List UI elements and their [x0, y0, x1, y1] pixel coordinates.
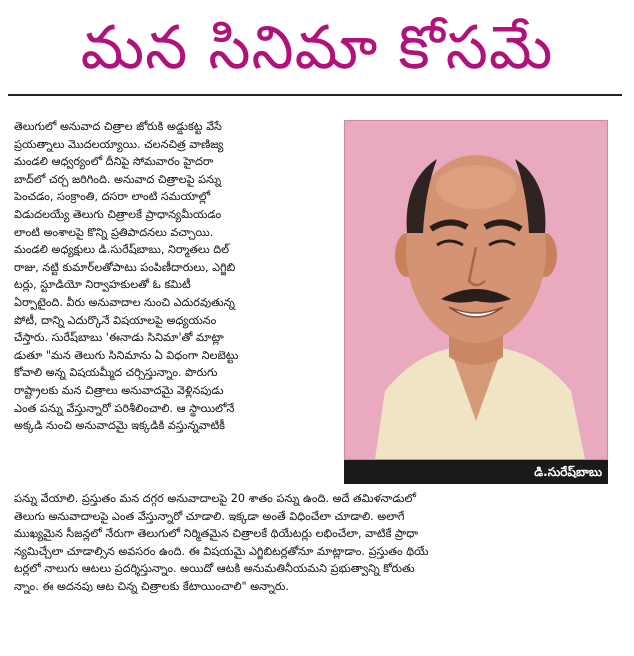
- article-line: టర్లు, స్టూడియో నిర్వాహకులతో ఓ కమిటీ: [14, 278, 191, 292]
- article-line: పోటీ, దాన్ని ఎదుర్కొనే విషయాలపై అధ్యయనం: [14, 313, 217, 327]
- article-line: బాద్‌లో చర్చ జరిగింది. అనువాద చిత్రాలపై పన్ను: [14, 172, 222, 186]
- article-line: మండలి ఆధ్వర్యంలో దీనిపై సోమవారం హైదరా: [14, 155, 214, 169]
- headline: మన సినిమా కోసమే: [80, 13, 554, 83]
- article-line: చేస్తారు. సురేష్‌బాబు 'ఈనాడు సినిమా'తో మాట్లా: [14, 331, 224, 345]
- article-line: డుతూ "మన తెలుగు సినిమాను ఏ విధంగా నిలబెట్టు: [14, 348, 239, 362]
- portrait-photo: [344, 120, 608, 460]
- article-line: ఏర్పాటైంది. వీరు అనువాదాల నుంచి ఎదురవుతున్న: [14, 295, 235, 309]
- portrait-illustration: [345, 121, 607, 459]
- article-line: మండలి అధ్యక్షులు డి.సురేష్‌బాబు, నిర్మాతలు దిల్: [14, 243, 230, 257]
- article-line: లాంటి అంశాలపై కొన్ని ప్రతిపాదనలు వచ్చాయి.: [14, 225, 214, 239]
- article-line: టర్లలో నాలుగు ఆటలు ప్రదర్శిస్తున్నాం. అయిదో ఆటకి అనుమతినీయమని ప్రభుత్వాన్ని కోరుతు: [14, 562, 415, 576]
- article-line: రాష్ట్రాలకు మన చిత్రాలు అనువాదమై వెళ్లినపుడు: [14, 383, 224, 397]
- article-line: అక్కడి నుంచి అనువాదమై ఇక్కడికి వస్తున్నవాటికీ: [14, 419, 225, 433]
- article-line: న్యమిచ్చేలా చూడాల్సిన అవసరం ఉంది. ఈ విషయమై ఎగ్జిబిటర్లతోనూ మాట్లాడాం. ప్రస్తుతం థియే: [14, 544, 429, 558]
- article-line: తెలుగులో అనువాద చిత్రాల జోరుకి అడ్డుకట్ట వేసే: [14, 120, 222, 133]
- article-line: రాజు, నట్టి కుమార్‌లతోపాటు పంపిణీదారులు, ఎగ్జిబి: [14, 260, 236, 274]
- article-line: ముఖ్యమైన సీజన్లలో నేరుగా తెలుగులో నిర్మితమైన చిత్రాలకే థియేటర్లు లభించేలా, వాటికే ప్రాధా: [14, 527, 419, 541]
- photo-caption: డి.సురేష్‌బాబు: [534, 465, 602, 479]
- caption-bar: [344, 460, 608, 484]
- article-line: విడుదలయ్యే తెలుగు చిత్రాలకే ప్రాధాన్యమీయడం: [14, 207, 222, 221]
- article-line: కోవాలి అన్న విషయమ్మీద చర్చిస్తున్నాం. పొరుగు: [14, 366, 218, 380]
- article-continuation: [14, 490, 614, 596]
- headline-divider: [8, 94, 622, 96]
- article-line: ప్రయత్నాలు మొదలయ్యాయి. చలనచిత్ర వాణిజ్య: [14, 137, 224, 151]
- article-line: ఎంత పన్ను వేస్తున్నారో పరిశీలించాలి. ఆ స్థాయిలోనే: [14, 401, 235, 415]
- article-line: పెంచడం, సంక్రాంతి, దసరా లాంటి సమయాల్లో: [14, 190, 211, 204]
- article-column: [14, 118, 346, 435]
- article-line: తెలుగు అనువాదాలపై ఎంత వేస్తున్నారో చూడాలి. ఇక్కడా అంతే విధించేలా చూడాలి. అలాగే: [14, 509, 405, 523]
- article-line: పన్ను వేయాలి. ప్రస్తుతం మన దగ్గర అనువాదాలపై 20 శాతం పన్ను ఉంది. అదే తమిళనాడులో: [14, 492, 417, 505]
- article-line: న్నాం. ఈ అదనపు ఆట చిన్న చిత్రాలకు కేటాయించాలి" అన్నారు.: [14, 579, 289, 593]
